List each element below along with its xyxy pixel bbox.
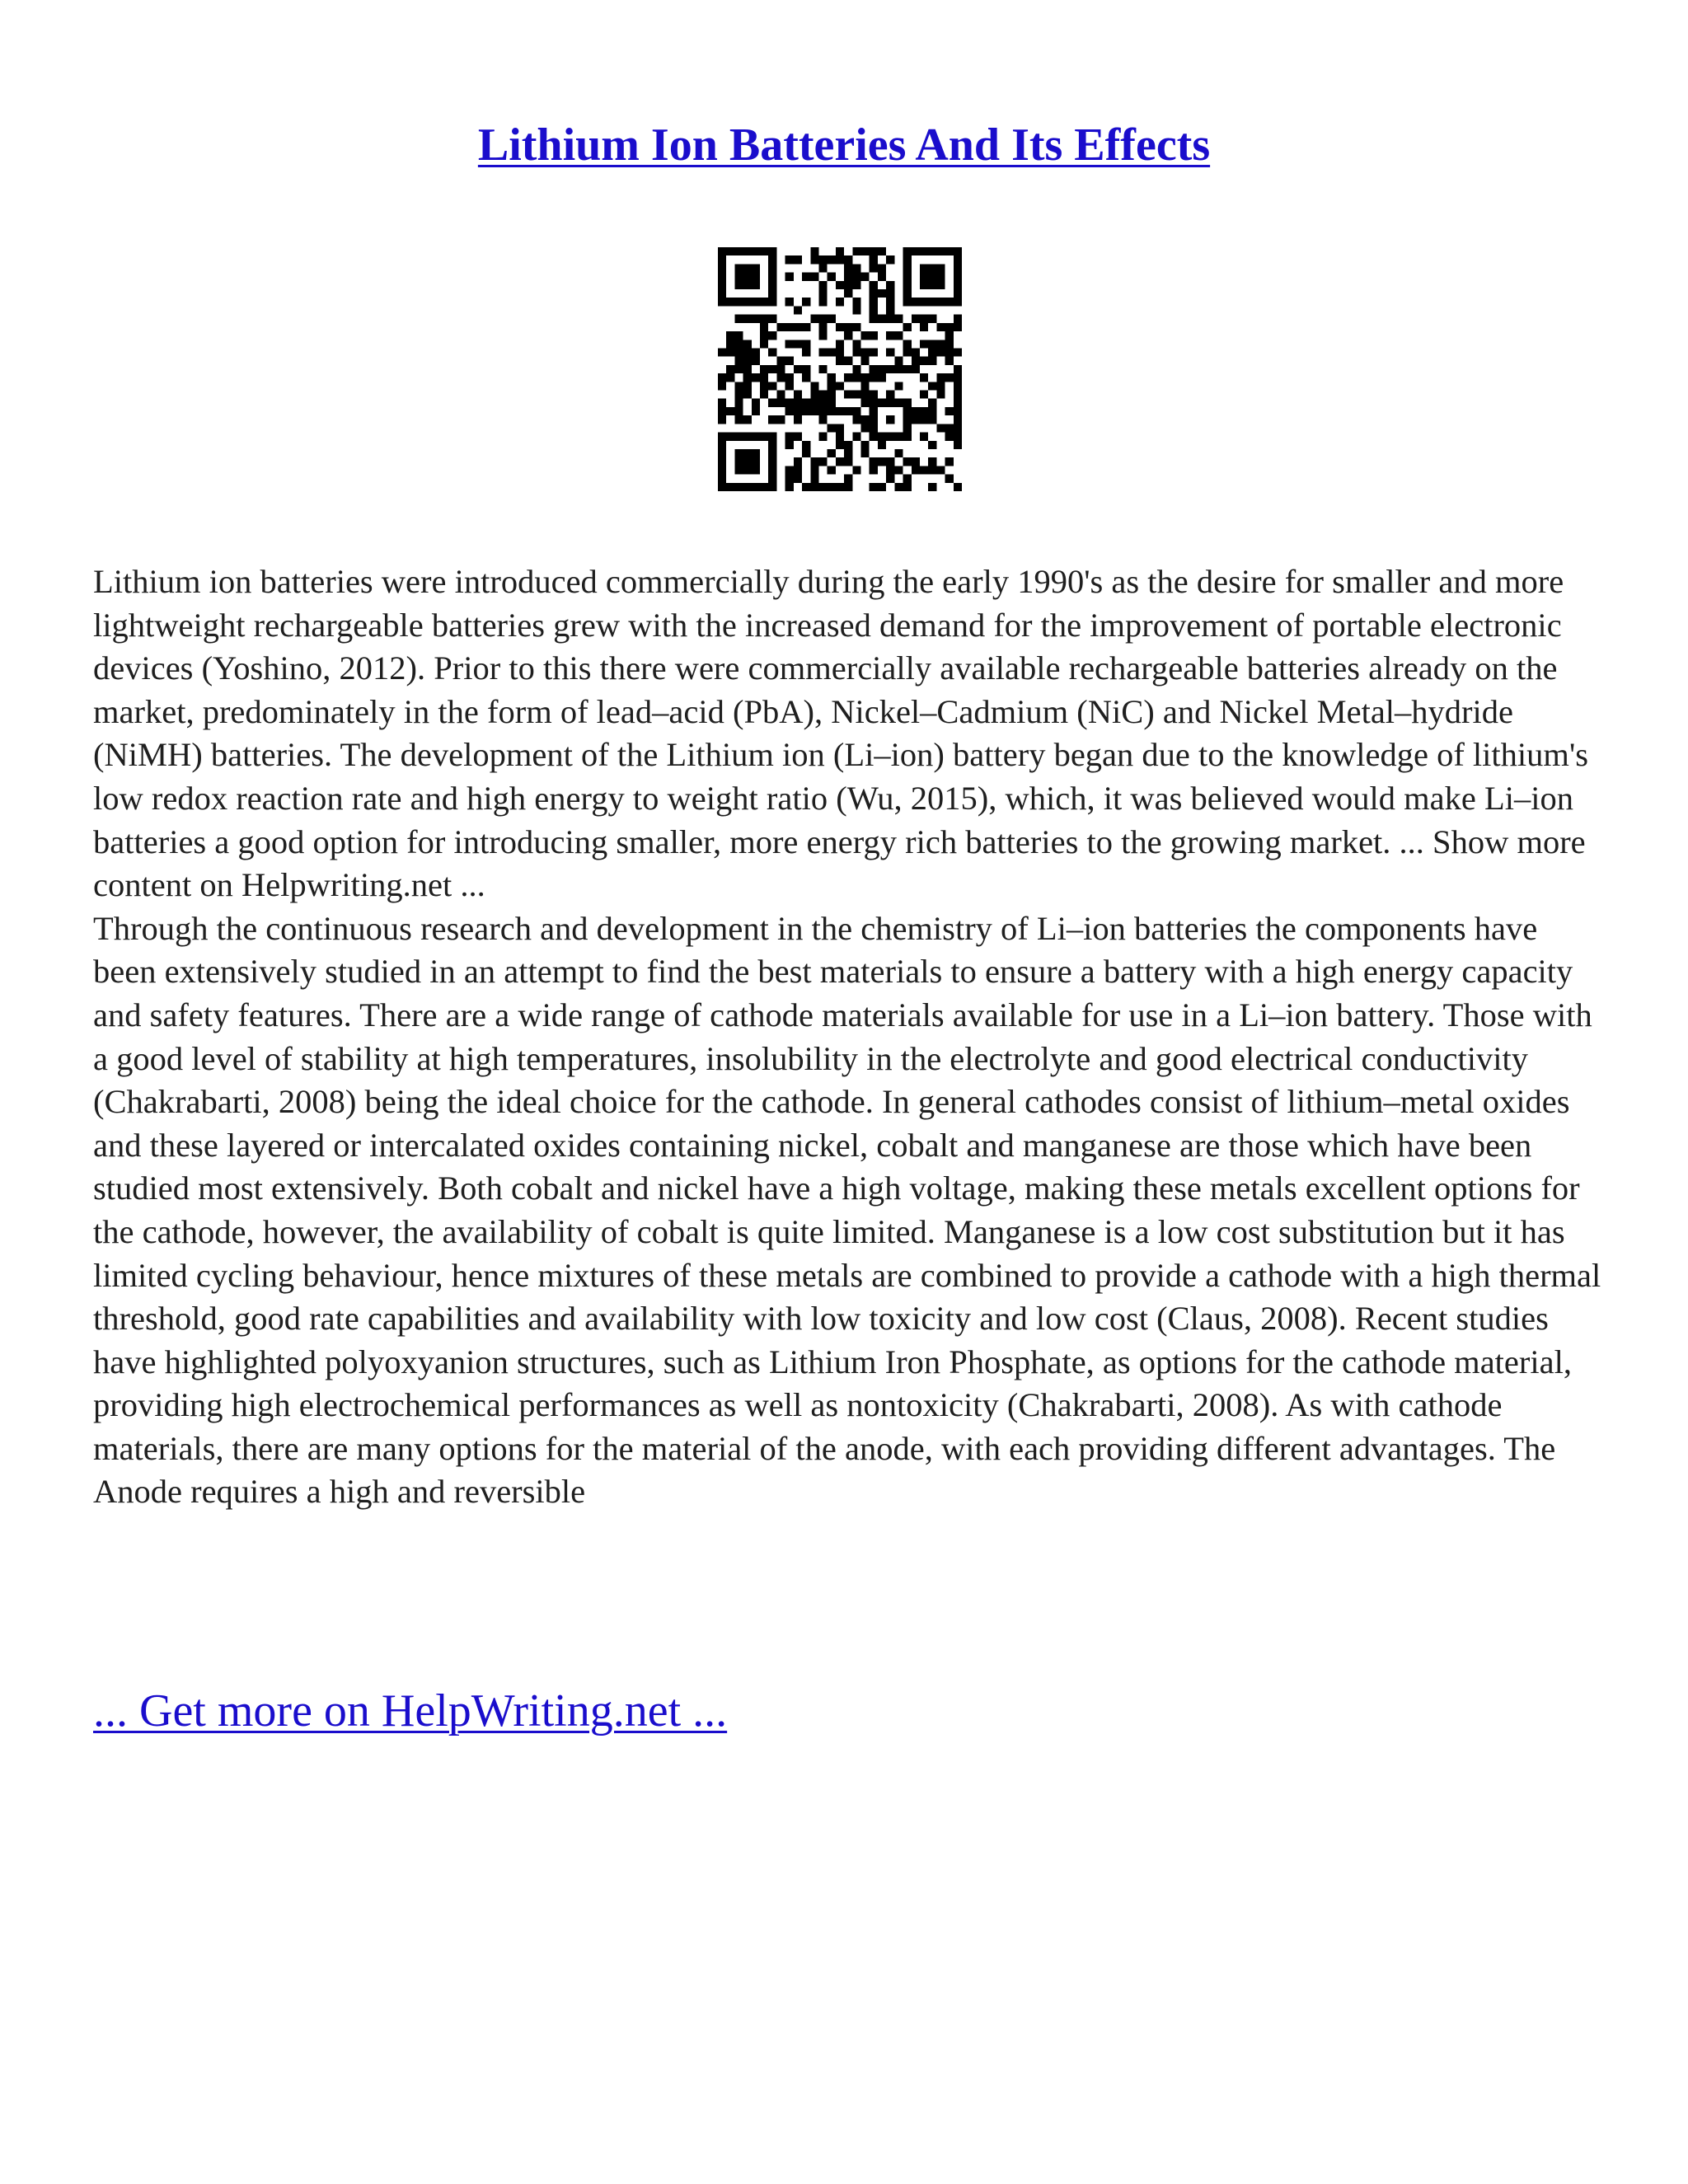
qr-code-icon [718,247,962,491]
paragraph-1: Lithium ion batteries were introduced commercially during the early 1990's as the desire for smaller and more lightweight rechargeable batteries grew with the increased demand for the improvement of portable electronic devices (Yoshino, 2012). Prior to this there were commercially available rechargeable batteries already on the market, predominately in the form of lead–acid (PbA), Nickel–Cadmium (NiC) and Nickel Metal–hydride (NiMH) batteries. The development of the Lithium ion (Li–ion) battery began due to the knowledge of lithium's low redox reaction rate and high energy to weight ratio (Wu, 2015), which, it was believed would make Li–ion batteries a good option for introducing smaller, more energy rich batteries to the growing market. ... Show more content on Helpwriting.net ... [93,563,1588,904]
paragraph-2: Through the continuous research and development in the chemistry of Li–ion batteries the components have been extensively studied in an attempt to find the best materials to ensure a battery with a high energy capacity and safety features. There are a wide range of cathode materials available for use in a Li–ion battery. Those with a good level of stability at high temperatures, insolubility in the electrolyte and good electrical conductivity (Chakrabarti, 2008) being the ideal choice for the cathode. In general cathodes consist of lithium–metal oxides and these layered or intercalated oxides containing nickel, cobalt and manganese are those which have been studied most extensively. Both cobalt and nickel have a high voltage, making these metals excellent options for the cathode, however, the availability of cobalt is quite limited. Manganese is a low cost substitution but it has limited cycling behaviour, hence mixtures of these metals are combined to provide a cathode with a high thermal threshold, good rate capabilities and availability with low toxicity and low cost (Claus, 2008). Recent studies have highlighted polyoxyanion structures, such as Lithium Iron Phosphate, as options for the cathode material, providing high electrochemical performances as well as nontoxicity (Chakrabarti, 2008). As with cathode materials, there are many options for the material of the anode, with each providing different advantages. The Anode requires a high and reversible [93,909,1601,1511]
get-more-link-container [93,1681,727,1741]
get-more-link[interactable]: ... Get more on HelpWriting.net ... [93,1685,728,1736]
article-body [93,560,1601,1514]
title-link[interactable]: Lithium Ion Batteries And Its Effects [477,120,1211,171]
page-title [0,115,1688,175]
